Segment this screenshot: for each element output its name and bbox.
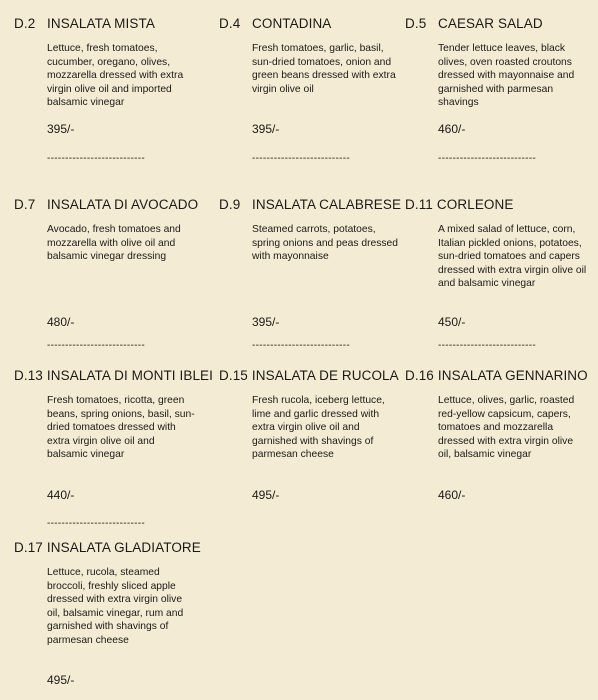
item-code: D.15 [219,368,248,383]
item-heading [219,16,332,31]
item-price: 460/- [438,488,466,502]
item-heading [219,197,402,212]
item-divider: --------------------------- [47,518,146,529]
item-price: 395/- [252,122,280,136]
item-code: D.4 [219,16,241,31]
item-divider: --------------------------- [438,153,537,164]
item-heading [14,16,155,31]
menu-item-d9 [219,197,409,357]
menu-item-d13 [14,368,214,533]
item-name: INSALATA DE RUCOLA [251,368,399,383]
item-name: INSALATA CALABRESE [252,197,402,212]
item-description: Fresh tomatoes, ricotta, green beans, spring onions, basil, sun-dried tomatoes dressed with extra virgin olive oil and balsamic vinegar [47,395,195,461]
item-price: 495/- [252,488,280,502]
item-name: INSALATA DI AVOCADO [47,197,199,212]
item-code: D.2 [14,16,36,31]
item-code: D.5 [405,16,427,31]
item-price: 460/- [438,122,466,136]
item-description: Lettuce, rucola, steamed broccoli, freshly sliced apple dressed with extra virgin olive oil, balsamic vinegar, rum and garnished with shavings of parmesan cheese [47,567,184,646]
item-divider: --------------------------- [252,340,351,351]
menu-item-d11 [405,197,595,357]
item-price: 450/- [438,315,466,329]
item-code: D.17 [14,540,43,555]
item-description: A mixed salad of lettuce, corn, Italian pickled onions, potatoes, sun-dried tomatoes and capers dressed with extra virgin olive oil and balsamic vinegar [438,224,587,290]
item-code: D.11 [405,197,433,212]
menu-item-d16 [405,368,595,533]
item-price: 480/- [47,315,75,329]
item-description: Lettuce, fresh tomatoes, cucumber, oregano, olives, mozzarella dressed with extra virgin olive oil and imported balsamic vinegar [47,43,184,109]
item-description: Fresh tomatoes, garlic, basil, sun-dried tomatoes, onion and green beans dressed with extra virgin olive oil [252,43,396,95]
item-heading [14,197,199,212]
item-description: Steamed carrots, potatoes, spring onions and peas dressed with mayonnaise [252,224,398,263]
item-code: D.7 [14,197,36,212]
item-name: INSALATA GLADIATORE [46,540,201,555]
item-price: 395/- [252,315,280,329]
item-name: CAESAR SALAD [438,16,543,31]
item-price: 395/- [47,122,75,136]
item-description: Fresh rucola, iceberg lettuce, lime and garlic dressed with extra virgin olive oil and garnished with shavings of parmesan cheese [252,395,385,461]
item-heading [14,540,201,555]
item-price: 440/- [47,488,75,502]
item-heading [219,368,399,383]
menu-item-d2 [14,16,204,166]
menu-item-d5 [405,16,595,166]
menu-item-d7 [14,197,204,357]
item-description: Tender lettuce leaves, black olives, oven roasted croutons dressed with mayonnaise and garnished with parmesan shavings [438,43,575,109]
item-description: Lettuce, olives, garlic, roasted red-yellow capsicum, capers, tomatoes and mozzarella dressed with extra virgin olive oil, balsamic vinegar [438,395,575,461]
item-name: CONTADINA [252,16,332,31]
menu-item-d17 [14,540,204,695]
item-description: Avocado, fresh tomatoes and mozzarella with olive oil and balsamic vinegar dressing [47,224,181,263]
item-heading [405,197,514,212]
item-name: INSALATA GENNARINO [437,368,588,383]
menu-item-d4 [219,16,409,166]
item-code: D.16 [405,368,434,383]
item-heading [405,16,543,31]
item-name: INSALATA MISTA [47,16,155,31]
item-name: INSALATA DI MONTI IBLEI [46,368,214,383]
item-code: D.9 [219,197,241,212]
item-divider: --------------------------- [438,340,537,351]
item-divider: --------------------------- [47,153,146,164]
item-heading [405,368,588,383]
item-code: D.13 [14,368,43,383]
menu-item-d15 [219,368,409,533]
item-divider: --------------------------- [47,340,146,351]
item-divider: --------------------------- [252,153,351,164]
item-heading [14,368,213,383]
item-price: 495/- [47,673,75,687]
item-name: CORLEONE [436,197,514,212]
